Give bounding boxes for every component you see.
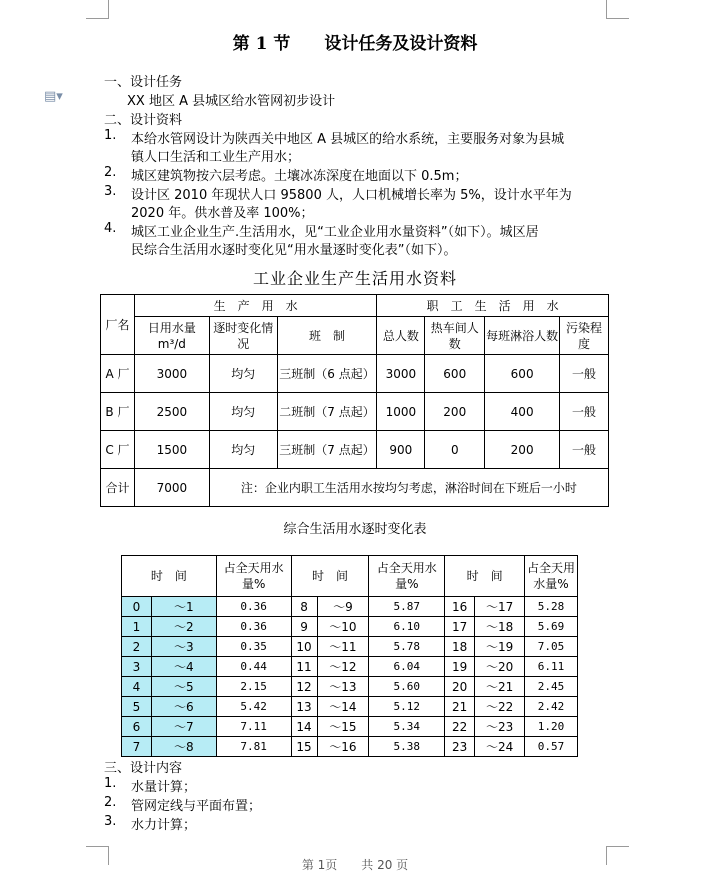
hour-start: 3 [122, 657, 152, 677]
table-total-row [101, 469, 609, 507]
table-row [122, 697, 578, 717]
variation: 均匀 [209, 355, 277, 393]
list-number: 4. [104, 221, 117, 236]
shower-staff: 200 [485, 431, 560, 469]
percent-value: 5.69 [525, 617, 578, 637]
hour-start: 14 [291, 717, 317, 737]
header-time-1: 时 间 [122, 556, 217, 597]
percent-value: 6.10 [369, 617, 445, 637]
table-row [122, 717, 578, 737]
section-3-heading: 三、设计内容 [104, 761, 183, 776]
hour-start: 22 [445, 717, 475, 737]
table-row [101, 393, 609, 431]
hour-start: 5 [122, 697, 152, 717]
hour-end: ～6 [151, 697, 216, 717]
list-item-text: 本给水管网设计为陕西关中地区 A 县城区的给水系统，主要服务对象为县城 [131, 132, 565, 147]
list-number: 2. [104, 165, 117, 180]
shift: 三班制（7 点起） [277, 431, 377, 469]
hot-workshop-staff: 600 [425, 355, 485, 393]
hour-end: ～11 [317, 637, 369, 657]
hour-start: 15 [291, 737, 317, 757]
percent-value: 5.87 [369, 597, 445, 617]
percent-value: 5.28 [525, 597, 578, 617]
percent-value: 5.38 [369, 737, 445, 757]
hour-end: ～19 [475, 637, 525, 657]
total-daily-water: 7000 [134, 469, 209, 507]
hour-start: 1 [122, 617, 152, 637]
percent-value: 0.36 [216, 617, 291, 637]
factory-name: C 厂 [101, 431, 135, 469]
percent-value: 5.60 [369, 677, 445, 697]
hour-end: ～1 [151, 597, 216, 617]
hour-start: 4 [122, 677, 152, 697]
shift: 三班制（6 点起） [277, 355, 377, 393]
hour-end: ～21 [475, 677, 525, 697]
table-note: 注：企业内职工生活用水按均匀考虑，淋浴时间在下班后一小时 [209, 469, 608, 507]
list-item-text: 民综合生活用水逐时变化见“用水量逐时变化表”（如下）。 [131, 243, 457, 258]
hour-start: 2 [122, 637, 152, 657]
daily-water: 3000 [134, 355, 209, 393]
shower-staff: 400 [485, 393, 560, 431]
document-icon[interactable]: ▤▾ [44, 89, 63, 104]
variation: 均匀 [209, 431, 277, 469]
factory-name: A 厂 [101, 355, 135, 393]
list-number: 1. [104, 128, 117, 143]
percent-value: 0.57 [525, 737, 578, 757]
hour-end: ～15 [317, 717, 369, 737]
page-footer: 第 1页 共 20 页 [301, 858, 409, 872]
hour-end: ～24 [475, 737, 525, 757]
hour-end: ～23 [475, 717, 525, 737]
hour-start: 11 [291, 657, 317, 677]
header-hourly-variation: 逐时变化情况 [209, 317, 277, 355]
percent-value: 6.11 [525, 657, 578, 677]
hour-end: ～5 [151, 677, 216, 697]
total-staff: 900 [377, 431, 425, 469]
header-pollution: 污染程度 [560, 317, 609, 355]
hour-start: 9 [291, 617, 317, 637]
list-item-text: 城区建筑物按六层考虑。土壤冰冻深度在地面以下 0.5m； [131, 169, 468, 184]
percent-value: 0.44 [216, 657, 291, 677]
page-title: 第 1 节 设计任务及设计资料 [232, 34, 478, 54]
percent-value: 2.15 [216, 677, 291, 697]
table-row [122, 657, 578, 677]
list-number: 2. [104, 795, 117, 810]
hour-start: 10 [291, 637, 317, 657]
hour-end: ～16 [317, 737, 369, 757]
section-1-body: XX 地区 A 县城区给水管网初步设计 [127, 94, 336, 109]
percent-value: 6.04 [369, 657, 445, 677]
hour-end: ～10 [317, 617, 369, 637]
header-shift: 班 制 [277, 317, 377, 355]
hour-end: ～14 [317, 697, 369, 717]
percent-value: 5.12 [369, 697, 445, 717]
table-row [122, 597, 578, 617]
percent-value: 7.05 [525, 637, 578, 657]
table-row [122, 737, 578, 757]
list-item-text: 2020 年。供水普及率 100%； [131, 206, 314, 221]
header-factory-name: 厂名 [101, 295, 135, 355]
hour-start: 17 [445, 617, 475, 637]
table-1-caption: 工业企业生产生活用水资料 [252, 269, 457, 288]
list-item-text: 管网定线与平面布置； [131, 799, 262, 814]
shower-staff: 600 [485, 355, 560, 393]
hour-end: ～22 [475, 697, 525, 717]
header-production-water: 生 产 用 水 [134, 295, 376, 317]
total-staff: 3000 [377, 355, 425, 393]
pollution: 一般 [560, 431, 609, 469]
hour-end: ～12 [317, 657, 369, 677]
section-2-heading: 二、设计资料 [104, 113, 183, 128]
hour-start: 19 [445, 657, 475, 677]
table-row [101, 431, 609, 469]
table-2-caption: 综合生活用水逐时变化表 [283, 522, 427, 537]
percent-value: 2.45 [525, 677, 578, 697]
percent-value: 7.11 [216, 717, 291, 737]
header-time-3: 时 间 [445, 556, 525, 597]
header-time-2: 时 间 [291, 556, 369, 597]
list-item-text: 镇人口生活和工业生产用水； [131, 150, 301, 165]
list-number: 3. [104, 814, 117, 829]
hour-end: ～17 [475, 597, 525, 617]
hour-end: ～3 [151, 637, 216, 657]
percent-value: 2.42 [525, 697, 578, 717]
hour-start: 16 [445, 597, 475, 617]
shift: 二班制（7 点起） [277, 393, 377, 431]
pollution: 一般 [560, 355, 609, 393]
crop-mark-top-left [86, 0, 109, 19]
hour-start: 21 [445, 697, 475, 717]
list-number: 1. [104, 776, 117, 791]
pollution: 一般 [560, 393, 609, 431]
factory-name: B 厂 [101, 393, 135, 431]
total-label: 合计 [101, 469, 135, 507]
percent-value: 1.20 [525, 717, 578, 737]
hour-end: ～13 [317, 677, 369, 697]
hour-end: ～20 [475, 657, 525, 677]
section-1-heading: 一、设计任务 [104, 75, 183, 90]
header-hot-workshop-staff: 热车间人数 [425, 317, 485, 355]
percent-value: 5.78 [369, 637, 445, 657]
crop-mark-top-right [606, 0, 629, 19]
daily-water: 1500 [134, 431, 209, 469]
percent-value: 0.35 [216, 637, 291, 657]
variation: 均匀 [209, 393, 277, 431]
hour-start: 20 [445, 677, 475, 697]
header-total-staff: 总人数 [377, 317, 425, 355]
hour-start: 7 [122, 737, 152, 757]
hour-end: ～2 [151, 617, 216, 637]
hour-start: 12 [291, 677, 317, 697]
hour-end: ～4 [151, 657, 216, 677]
header-percent-2: 占全天用水量% [369, 556, 445, 597]
header-percent-1: 占全天用水量% [216, 556, 291, 597]
header-percent-3: 占全天用水量% [525, 556, 578, 597]
hour-end: ～8 [151, 737, 216, 757]
hour-end: ～9 [317, 597, 369, 617]
table-row [122, 617, 578, 637]
hour-end: ～7 [151, 717, 216, 737]
table-row [122, 677, 578, 697]
total-staff: 1000 [377, 393, 425, 431]
table-row [122, 637, 578, 657]
hour-end: ～18 [475, 617, 525, 637]
list-item-text: 水力计算； [131, 818, 197, 833]
hour-start: 13 [291, 697, 317, 717]
percent-value: 0.36 [216, 597, 291, 617]
header-shower-staff: 每班淋浴人数 [485, 317, 560, 355]
header-staff-water: 职 工 生 活 用 水 [377, 295, 609, 317]
hour-start: 8 [291, 597, 317, 617]
list-number: 3. [104, 184, 117, 199]
list-item-text: 设计区 2010 年现状人口 95800 人，人口机械增长率为 5%，设计水平年为 [131, 188, 572, 203]
hot-workshop-staff: 200 [425, 393, 485, 431]
table-row [101, 355, 609, 393]
hour-start: 18 [445, 637, 475, 657]
percent-value: 5.34 [369, 717, 445, 737]
hour-start: 0 [122, 597, 152, 617]
percent-value: 7.81 [216, 737, 291, 757]
hour-start: 23 [445, 737, 475, 757]
hot-workshop-staff: 0 [425, 431, 485, 469]
header-daily-water: 日用水量 m³/d [134, 317, 209, 355]
daily-water: 2500 [134, 393, 209, 431]
list-item-text: 城区工业企业生产.生活用水，见“工业企业用水量资料”（如下）。城区居 [131, 225, 539, 240]
industrial-water-table [100, 294, 609, 507]
hour-start: 6 [122, 717, 152, 737]
percent-value: 5.42 [216, 697, 291, 717]
hourly-water-table [121, 555, 578, 757]
list-item-text: 水量计算； [131, 780, 197, 795]
